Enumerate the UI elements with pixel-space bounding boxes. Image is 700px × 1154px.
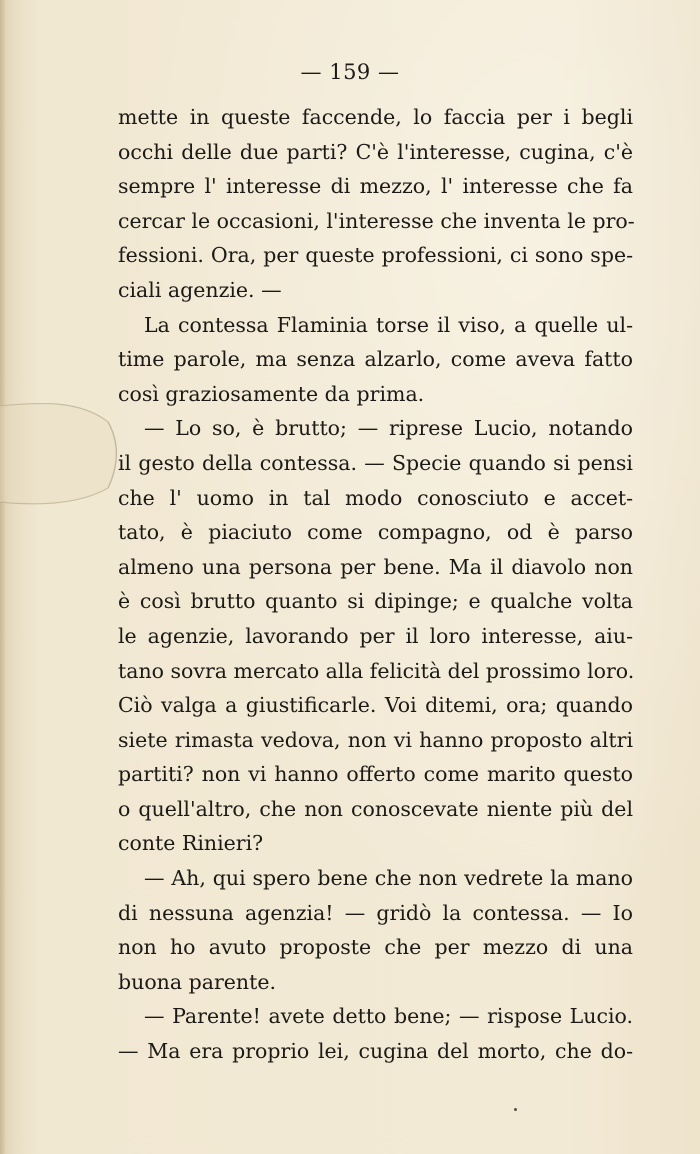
text-line: ciali agenzie. —	[118, 277, 282, 302]
text-line: La contessa Flaminia torse il viso, a quelle ul-	[144, 312, 633, 337]
text-line: mette in queste faccende, lo faccia per i begli	[118, 105, 633, 129]
text-line: di nessuna agenzia! — gridò la contessa. — Io	[118, 900, 633, 925]
text-line: le agenzie, lavorando per il loro interesse, aiu-	[118, 623, 633, 648]
text-line: tato, è piaciuto come compagno, od è parso	[118, 520, 633, 545]
paper-fold-mark	[0, 392, 130, 510]
text-line: — Ma era proprio lei, cugina del morto, che do-	[118, 1039, 633, 1064]
text-line: almeno una persona per bene. Ma il diavolo non	[118, 554, 633, 579]
text-line: è così brutto quanto si dipinge; e qualche volta	[118, 589, 633, 614]
text-line: siete rimasta vedova, non vi hanno proposto altri	[118, 727, 633, 752]
text-line: cercar le occasioni, l'interesse che inventa le pro-	[118, 208, 635, 233]
text-line: — Parente! avete detto bene; — rispose Lucio.	[144, 1004, 633, 1029]
page-binding-edge	[0, 0, 6, 1154]
text-line: non ho avuto proposte che per mezzo di una	[118, 935, 633, 960]
text-line: o quell'altro, che non conoscevate niente più del	[118, 796, 633, 821]
text-line: tano sovra mercato alla felicità del prossimo loro.	[118, 658, 635, 683]
text-line: che l' uomo in tal modo conosciuto e accet-	[118, 485, 633, 510]
text-line: fessioni. Ora, per queste professioni, ci sono spe-	[118, 243, 633, 268]
text-line: il gesto della contessa. — Specie quando si pensi	[118, 450, 633, 475]
text-line: Ciò valga a giustificarle. Voi ditemi, ora; quando	[118, 693, 633, 718]
ink-speck	[514, 1108, 517, 1111]
body-text	[118, 100, 633, 1069]
text-line: — Ah, qui spero bene che non vedrete la mano	[144, 866, 633, 891]
text-line: — Lo so, è brutto; — riprese Lucio, notando	[144, 416, 633, 441]
text-line: time parole, ma senza alzarlo, come aveva fatto	[118, 347, 633, 372]
text-line: occhi delle due parti? C'è l'interesse, cugina, c'è	[118, 139, 633, 164]
page-number: — 159 —	[300, 60, 400, 84]
text-line: partiti? non vi hanno offerto come marito questo	[118, 762, 633, 787]
text-line: così graziosamente da prima.	[118, 381, 425, 406]
text-line: sempre l' interesse di mezzo, l' interesse che fa	[118, 174, 633, 199]
text-line: conte Rinieri?	[118, 831, 264, 856]
text-line: buona parente.	[118, 969, 276, 994]
